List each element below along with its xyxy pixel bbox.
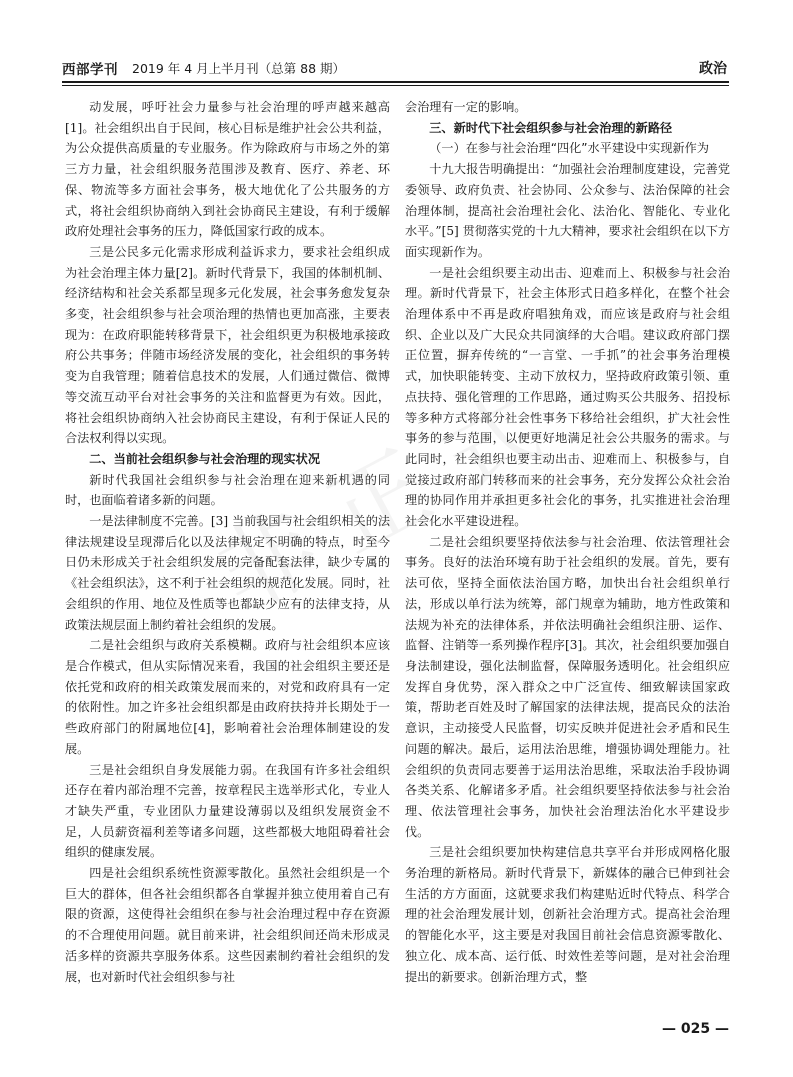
page-number: — 025 — <box>662 1021 729 1037</box>
right-column <box>405 97 730 987</box>
issue-info: 2019 年 4 月上半月刊（总第 88 期） <box>132 61 346 76</box>
paragraph: 新时代我国社会组织参与社会治理在迎来新机遇的同时，也面临着诸多新的问题。 <box>65 472 390 508</box>
journal-masthead: 西部学刊 <box>62 62 118 78</box>
paragraph: 一是法律制度不完善。[3] 当前我国与社会组织相关的法律法规建设呈现滞后化以及法律规定不明确的特点，时至今日仍未形成关于社会组织发展的完备配套法律，缺少专属的《社会组织法》，这不利于社会组织的规范化发展。同时，社会组织的作用、地位及性质等也都缺少应有的法律支持，从政策法规层面上制约着社会组织的发展。 <box>65 514 390 632</box>
left-column <box>65 97 390 987</box>
paragraph: 二是社会组织要坚持依法参与社会治理、依法管理社会事务。良好的法治环境有助于社会组织的发展。首先，要有法可依，坚持全面依法治国方略，加快出台社会组织单行法，形成以单行法为统筹，部门规章为辅助，地方性政策和法规为补充的法律体系，并依法明确社会组织注册、运作、监督、注销等一系列操作程序[3]。其次，社会组织要加强自身法制建设，强化法制监督，保障服务透明化。社会组织应发挥自身优势，深入群众之中广泛宣传、细致解读国家政策，帮助老百姓及时了解国家的法律法规，提高民众的法治意识，主动接受人民监督，切实反映并促进社会矛盾和民生问题的解决。最后，运用法治思维，增强协调处理能力。社会组织的负责同志要善于运用法治思维，采取法治手段协调各类关系、化解诸多矛盾。社会组织要坚持依法参与社会治理、依法管理社会事务，加快社会治理法治化水平建设步伐。 <box>405 534 730 839</box>
section-label: 政治 <box>699 61 727 77</box>
paragraph: 三是公民多元化需求形成利益诉求力，要求社会组织成为社会治理主体力量[2]。新时代背景下，我国的体制机制、经济结构和社会关系都呈现多元化发展，社会事务愈发复杂多变，社会组织参与社会项治理的热情也更加高涨，主要表现为：在政府职能转移背景下，社会组织更为积极地承接政府公共事务；伴随市场经济发展的变化，社会组织的事务转变为自我管理；随着信息技术的发展，人们通过微信、微博等交流互动平台对社会事务的关注和监督更为有效。因此，将社会组织协商纳入社会协商民主建设，有利于保证人民的合法权利得以实现。 <box>65 244 390 446</box>
running-header <box>62 56 729 78</box>
paragraph: 三是社会组织自身发展能力弱。在我国有许多社会组织还存在着内部治理不完善，按章程民主选举形式化，专业人才缺失严重，专业团队力量建设薄弱以及组织发展资金不足，人员薪资福利差等诸多问题，这些都极大地阻碍着社会组织的健康发展。 <box>65 762 390 860</box>
paragraph: 动发展，呼吁社会力量参与社会治理的呼声越来越高[1]。社会组织出自于民间，核心目标是维护社会公共利益，为公众提供高质量的专业服务。作为除政府与市场之外的第三方力量，社会组织服务范围涉及教育、医疗、养老、环保、物流等多方面社会事务，极大地优化了公共服务的方式，将社会组织协商纳入到社会协商民主建设，有利于缓解政府处理社会事务的压力，降低国家行政的成本。 <box>65 100 390 239</box>
section-heading: 二、当前社会组织参与社会治理的现实状况 <box>89 451 320 466</box>
paragraph: 一是社会组织要主动出击、迎难而上、积极参与社会治理。新时代背景下，社会主体形式日趋多样化，在整个社会治理体系中不再是政府唱独角戏，而应该是政府与社会组织、企业以及广大民众共同演绎的大合唱。建议政府部门摆正位置，摒弃传统的“一言堂、一手抓”的社会事务治理模式，加快职能转变、主动下放权力，坚持政府政策引领、重点扶持、强化管理的工作思路，通过购买公共服务、招投标等多种方式将部分社会性事务下移给社会组织，扩大社会性事务的参与范围，以便更好地满足社会公共服务的需求。与此同时，社会组织也要主动出击、迎难而上、积极参与，自觉接过政府部门转移而来的社会事务，充分发挥公众社会治理的协同作用并承担更多社会化的事务，扎实推进社会治理社会化水平建设进程。 <box>405 265 730 529</box>
subsection-heading: （一）在参与社会治理“四化”水平建设中实现新作为 <box>429 141 709 156</box>
paragraph: 十九大报告明确提出：“加强社会治理制度建设，完善党委领导、政府负责、社会协同、公众参与、法治保障的社会治理体制，提高社会治理社会化、法治化、智能化、专业化水平。”[5] 贯彻落实党的十九大精神，要求社会组织在以下方面实现新作为。 <box>405 162 730 259</box>
section-heading: 三、新时代下社会组织参与社会治理的新路径 <box>429 120 673 135</box>
paragraph-continued: 会治理有一定的影响。 <box>405 100 527 114</box>
paragraph: 四是社会组织系统性资源零散化。虽然社会组织是一个巨大的群体，但各社会组织都各自掌握并独立使用着自己有限的资源，这使得社会组织在参与社会治理过程中存在资源的不合理使用问题。就目前来讲，社会组织间还尚未形成灵活多样的资源共享服务体系。这些因素制约着社会组织的发展，也对新时代社会组织参与社 <box>65 866 390 984</box>
paragraph: 二是社会组织与政府关系模糊。政府与社会组织本应该是合作模式，但从实际情况来看，我国的社会组织主要还是依托党和政府的相关政策发展而来的，对党和政府具有一定的依附性。加之许多社会组织都是由政府扶持并长期处于一些政府部门的附属地位[4]，影响着社会治理体制建设的发展。 <box>65 638 390 756</box>
paragraph: 三是社会组织要加快构建信息共享平台并形成网格化服务治理的新格局。新时代背景下，新媒体的融合已伸到社会生活的方方面面，这就要求我们构建贴近时代特点、科学合理的社会治理发展计划，创新社会治理方式。提高社会治理的智能化水平，这主要是对我国目前社会信息资源零散化、独立化、成本高、运行低、时效性差等问题，是对社会治理提出的新要求。创新治理方式，整 <box>405 845 730 984</box>
header-rule-thin <box>62 85 729 86</box>
header-rule-thick <box>62 81 729 83</box>
